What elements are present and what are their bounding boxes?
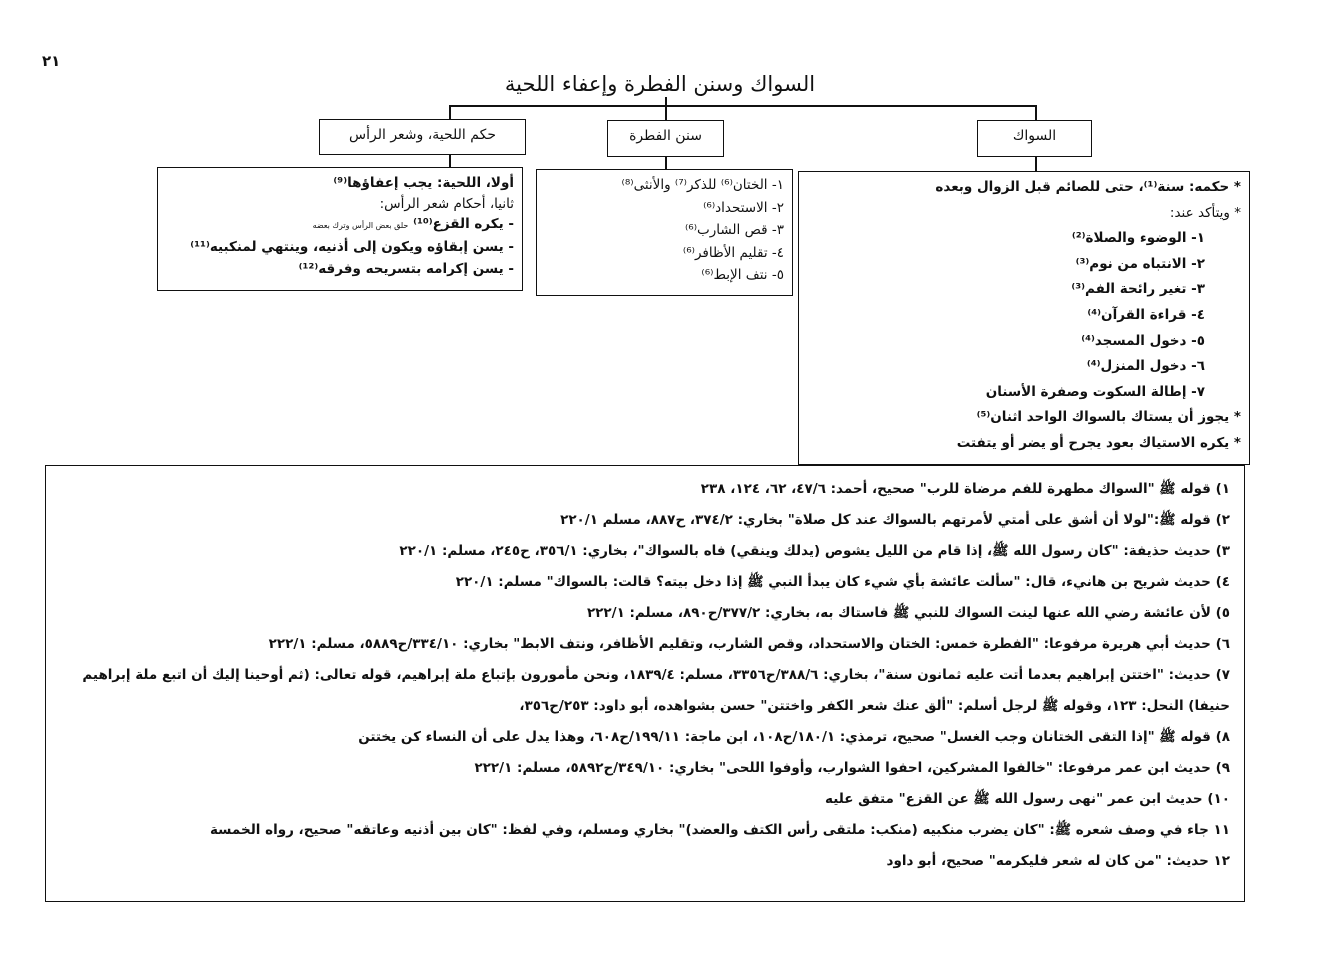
footnote-6: ٦) حديث أبي هريرة مرفوعا: "الفطرة خمس: الختان والاستحداد، وقص الشارب، وتقليم الأظافر، ونتف الابط" بخاري: ٣٣٤/١٠/ح٥٨٨٩، مسلم: ٢٢٢/١ [268, 636, 1230, 652]
beard-item-2: ثانيا، أحكام شعر الرأس: [379, 196, 514, 212]
fitra-item-1: ١- الختان⁽⁶⁾ للذكر⁽⁷⁾ والأنثى⁽⁸⁾ [621, 177, 784, 193]
beard-item-4: - يسن إبقاؤه ويكون إلى أذنيه، وينتهي لمنكبيه⁽¹¹⁾ [190, 239, 514, 255]
footnote-12: ١٢ حديث: "من كان له شعر فليكرمه" صحيح، أبو داود [886, 853, 1230, 869]
page-number: ٢١ [42, 52, 61, 70]
footnote-11: ١١ جاء في وصف شعره ﷺ: "كان يضرب منكبيه (منكب: ملتقى رأس الكتف والعضد)" بخاري ومسلم، وفي لفظ: "كان بين أذنيه وعاتقه" صحيح، رواه الخمسة [210, 822, 1230, 838]
qaza-note: حلق بعض الرأس وترك بعضه [312, 221, 409, 230]
siwak-item-3: ١- الوضوء والصلاة⁽²⁾ [1071, 230, 1205, 247]
siwak-item-10: * يجوز أن يستاك بالسواك الواحد اثنان⁽⁵⁾ [976, 409, 1241, 426]
header-fitra: سنن الفطرة [607, 120, 724, 157]
connector-fitra-down [665, 157, 667, 169]
siwak-item-8: ٦- دخول المنزل⁽⁴⁾ [1086, 358, 1205, 375]
connector-beard-down [449, 155, 451, 167]
connector-bar [449, 105, 1037, 107]
footnote-4: ٤) حديث شريح بن هانيء، قال: "سألت عائشة بأي شيء كان يبدأ النبي ﷺ إذا دخل بيته؟ قالت: بالسواك" مسلم: ٢٢٠/١ [455, 574, 1230, 590]
siwak-item-11: * يكره الاستياك بعود يجرح أو يضر أو يتفتت [956, 434, 1241, 451]
footnote-7: ٧) حديث: "اختتن إبراهيم بعدما أتت عليه ثمانون سنة"، بخاري: ٣٨٨/٦/ح٣٣٥٦، مسلم: ١٨٣٩/٤، ونحن مأمورون بإتباع ملة إبراهيم، قوله تعالى: (ثم أوحينا إليك أن اتبع ملة إبراهيم [82, 667, 1230, 683]
footnotes-list [46, 466, 1244, 877]
connector-stem [665, 97, 667, 105]
connector-fitra [665, 105, 667, 120]
fitra-box [536, 169, 793, 296]
connector-siwak [1035, 105, 1037, 120]
beard-item-5: - يسن إكرامه بتسريحه وفرقه⁽¹²⁾ [298, 261, 514, 277]
footnotes-box [45, 465, 1245, 902]
siwak-item-4: ٢- الانتباه من نوم⁽³⁾ [1075, 255, 1205, 272]
connector-beard [449, 105, 451, 119]
siwak-item-2: * ويتأكد عند: [1169, 204, 1241, 221]
siwak-item-7: ٥- دخول المسجد⁽⁴⁾ [1081, 332, 1205, 349]
beard-item-3 [166, 214, 514, 236]
footnote-10: ١٠) حديث ابن عمر "نهى رسول الله ﷺ عن القزع" متفق عليه [825, 791, 1230, 807]
page-title: السواك وسنن الفطرة وإعفاء اللحية [504, 72, 816, 96]
header-beard: حكم اللحية، وشعر الرأس [319, 119, 526, 155]
fitra-item-5: ٥- نتف الإبط⁽⁶⁾ [701, 267, 784, 283]
siwak-item-1: * حكمه: سنة⁽¹⁾، حتى للصائم قبل الزوال وبعده [935, 179, 1241, 195]
siwak-item-5: ٣- تغير رائحة الفم⁽³⁾ [1071, 281, 1205, 298]
footnote-7-continued: حنيفا) النحل: ١٢٣، وقوله ﷺ لرجل أسلم: "ألق عنك شعر الكفر واختتن" حسن بشواهده، أبو داود: ٢٥٣/ح٣٥٦، [519, 698, 1230, 714]
beard-item-1: أولا، اللحية: يجب إعفاؤها⁽⁹⁾ [333, 175, 514, 191]
fitra-list [537, 170, 792, 291]
footnote-1: ١) قوله ﷺ "السواك مطهرة للفم مرضاة للرب" صحيح، أحمد: ٤٧/٦، ٦٢، ١٢٤، ٢٣٨ [700, 481, 1230, 497]
footnote-3: ٣) حديث حذيفة: "كان رسول الله ﷺ، إذا قام من الليل يشوص (يدلك وينقي) فاه بالسواك"، بخاري: ٣٥٦/١، ح٢٤٥، مسلم: ٢٢٠/١ [399, 543, 1230, 559]
footnote-5: ٥) لأن عائشة رضي الله عنها لينت السواك للنبي ﷺ فاستاك به، بخاري: ٣٧٧/٢/ح٨٩٠، مسلم: ٢٢٢/١ [586, 605, 1230, 621]
fitra-item-2: ٢- الاستحداد⁽⁶⁾ [703, 199, 784, 216]
siwak-item-9: ٧- إطالة السكوت وصفرة الأسنان [985, 383, 1205, 400]
siwak-item-6: ٤- قراءة القرآن⁽⁴⁾ [1087, 306, 1205, 323]
footnote-9: ٩) حديث ابن عمر مرفوعا: "خالفوا المشركين، احفوا الشوارب، وأوفوا اللحى" بخاري: ٣٤٩/١٠/ح٥٨٩٢، مسلم: ٢٢٢/١ [474, 760, 1230, 776]
beard-list [158, 168, 522, 284]
siwak-box [798, 171, 1250, 465]
header-siwak: السواك [977, 120, 1092, 157]
fitra-item-3: ٣- قص الشارب⁽⁶⁾ [684, 222, 784, 238]
connector-siwak-down [1035, 157, 1037, 171]
siwak-list [799, 172, 1249, 461]
qaza-text: - يكره القزع⁽¹⁰⁾ [413, 216, 514, 232]
footnote-8: ٨) قوله ﷺ "إذا التقى الختانان وجب الغسل" صحيح، ترمذي: ١٨٠/١/ح١٠٨، ابن ماجة: ١٩٩/١١/ح٦٠٨، وهذا يدل على أن النساء كن يختتن [358, 729, 1230, 745]
beard-box [157, 167, 523, 291]
fitra-item-4: ٤- تقليم الأظافر⁽⁶⁾ [682, 244, 784, 261]
footnote-2: ٢) قوله ﷺ:"لولا أن أشق على أمتي لأمرتهم بالسواك عند كل صلاة" بخاري: ٣٧٤/٢، ح٨٨٧، مسلم ٢٢٠/١ [560, 512, 1230, 528]
